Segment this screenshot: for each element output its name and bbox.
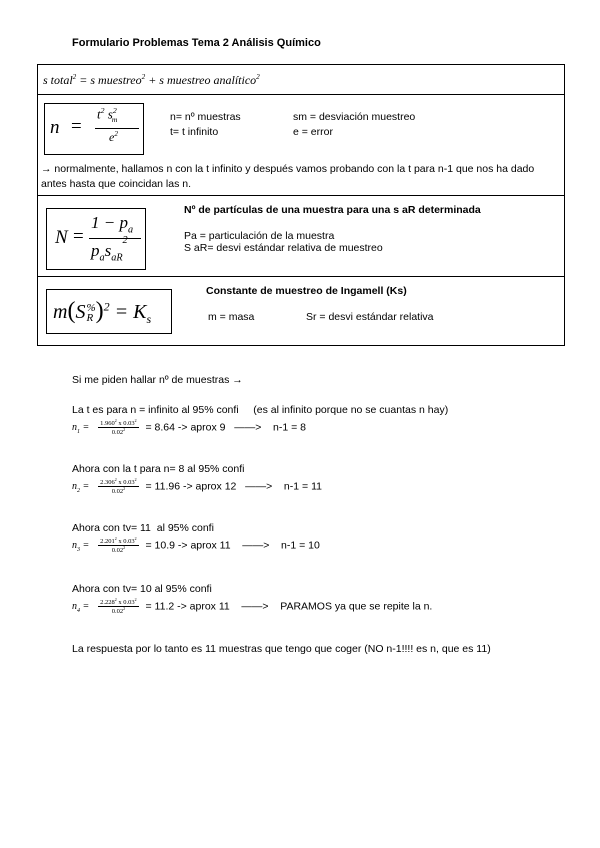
step2-num2-exp: 2 — [134, 478, 137, 482]
step3-den-exp: 2 — [123, 546, 126, 551]
n-denominator — [109, 130, 118, 145]
step4-text: Ahora con tv= 10 al 95% confi — [72, 583, 212, 595]
N-den-s: s — [104, 241, 112, 260]
ks-formula-frame — [46, 289, 172, 334]
step1-num2: x 0.03 — [118, 420, 135, 428]
step4-den-exp: 2 — [123, 607, 126, 612]
n-equals: = — [71, 116, 82, 137]
step4-num2-exp: 2 — [134, 598, 137, 602]
step3-fraction — [98, 537, 138, 554]
step3-result: = 10.9 -> aprox 11 ——> n-1 = 10 — [145, 539, 320, 552]
step1-num-exp: 2 — [114, 419, 117, 423]
formula-box-n — [37, 94, 565, 197]
step4-calc: $n_4$ = $\frac{2.228^2 x 0.03^2}{0.02^2}$ = 11.2 -> aprox 11 ——> PARAMOS ya que se repite la n. — [72, 598, 433, 616]
stotal-exp3: 2 — [256, 73, 260, 81]
step1-fraction — [98, 419, 138, 436]
t-def: t= t infinito — [170, 126, 219, 138]
ks-exp: 2 — [103, 299, 110, 314]
stotal-exp2: 2 — [141, 73, 146, 81]
n-fraction-line — [95, 128, 139, 129]
n-s-exp: 2 — [112, 106, 117, 115]
formula-box-ks — [37, 276, 565, 346]
step1-label: n — [72, 422, 77, 434]
n-symbol: n — [50, 117, 60, 138]
step1-calc: $n_1$ = $\frac{1.960^2 x 0.03^2}{0.02^2}$ = 8.64 -> aprox 9 ——> n-1 = 8 — [72, 419, 307, 437]
n-numerator — [97, 106, 117, 124]
step3-num2: x 0.03 — [118, 538, 135, 546]
step4-den: 0.02 — [111, 608, 124, 616]
step1-sub: 1 — [77, 429, 80, 436]
N-denominator — [91, 235, 128, 264]
stotal-muestreo: = s muestreo — [76, 73, 142, 87]
page-title: Formulario Problemas Tema 2 Análisis Químico — [72, 37, 321, 49]
conclusion: La respuesta por lo tanto es 11 muestras que tengo que coger (NO n-1!!!! es n, que es 11) — [72, 643, 491, 655]
N-den-p-sub: a — [99, 252, 105, 264]
step4-num2: x 0.03 — [118, 599, 135, 607]
N-heading: Nº de partículas de una muestra para una s aR determinada — [184, 204, 481, 216]
pa-def: Pa = particulación de la muestra — [184, 230, 335, 242]
step2-text: Ahora con la t para n= 8 al 95% confi — [72, 463, 245, 475]
step4-result: = 11.2 -> aprox 11 ——> PARAMOS ya que se repite la n. — [145, 600, 433, 613]
N-numerator — [91, 213, 133, 235]
step1-num2-exp: 2 — [134, 419, 137, 423]
step4-label: n — [72, 601, 77, 613]
n-formula-frame — [44, 103, 144, 155]
step2-sub: 2 — [77, 488, 80, 495]
step2-num: 2.306 — [100, 479, 115, 487]
N-den-s-sub: aR — [111, 252, 123, 264]
step1-den-exp: 2 — [123, 428, 126, 433]
N-formula-frame — [46, 208, 146, 270]
N-symbol: N — [55, 227, 68, 248]
step3-text: Ahora con tv= 11 al 95% confi — [72, 522, 214, 534]
ks-S: S — [75, 301, 86, 323]
n-note: → normalmente, hallamos n con la t infinito y después vamos probando con la t para n-1 que nos ha dado antes hasta que coincidan las n. — [41, 163, 535, 190]
step2-fraction — [98, 478, 138, 495]
stotal-formula — [43, 73, 260, 88]
step4-sub: 4 — [77, 608, 80, 615]
stotal-lhs: s total — [43, 73, 73, 87]
n-def: n= nº muestras — [170, 111, 241, 123]
N-fraction-line — [89, 238, 141, 239]
step2-label: n — [72, 481, 77, 493]
step2-den: 0.02 — [111, 488, 124, 496]
step3-num-exp: 2 — [114, 537, 117, 541]
step2-num2: x 0.03 — [118, 479, 135, 487]
ks-eq: = K — [114, 301, 147, 323]
formula-box-stotal — [37, 64, 565, 96]
ks-K-sub: s — [146, 312, 152, 326]
step4-num: 2.228 — [100, 599, 115, 607]
N-num-sub: a — [127, 224, 134, 236]
step2-den-exp: 2 — [123, 487, 126, 492]
n-s: s — [107, 106, 113, 122]
N-num: 1 − p — [91, 213, 128, 232]
step3-calc: $n_3$ = $\frac{2.201^2 x 0.03^2}{0.02^2}$ = 10.9 -> aprox 11 ——> n-1 = 10 — [72, 537, 320, 555]
ks-S-sub: R — [86, 312, 94, 325]
stotal-exp1: 2 — [72, 73, 77, 81]
step3-label: n — [72, 540, 77, 552]
step2-num-exp: 2 — [114, 478, 117, 482]
step4-num-exp: 2 — [114, 598, 117, 602]
ks-m: m — [53, 301, 68, 323]
step3-num2-exp: 2 — [134, 537, 137, 541]
step3-num: 2.201 — [100, 538, 115, 546]
N-den-exp: 2 — [122, 235, 128, 247]
step4-fraction — [98, 598, 138, 615]
sm-def: sm = desviación muestreo — [293, 111, 416, 123]
N-den-p: p — [91, 241, 100, 260]
problem-intro: Si me piden hallar nº de muestras → — [72, 374, 243, 386]
step3-sub: 3 — [77, 547, 80, 554]
N-equals: = — [73, 226, 84, 247]
step2-calc: $n_2$ = $\frac{2.306^2 x 0.03^2}{0.02^2}$ = 11.96 -> aprox 12 ——> n-1 = 11 — [72, 478, 322, 496]
stotal-analitico: + s muestreo analítico — [145, 73, 257, 87]
step1-den: 0.02 — [111, 429, 124, 437]
step1-text: La t es para n = infinito al 95% confi (es al infinito porque no se cuantas n hay) — [72, 404, 449, 416]
sr-def: Sr = desvi estándar relativa — [306, 311, 434, 323]
n-s-sub: m — [111, 114, 118, 124]
m-def: m = masa — [208, 311, 255, 323]
n-t-exp: 2 — [100, 106, 105, 115]
n-e-exp: 2 — [114, 130, 118, 138]
n-e: e — [109, 130, 115, 144]
ks-heading: Constante de muestreo de Ingamell (Ks) — [206, 285, 407, 297]
step2-result: = 11.96 -> aprox 12 ——> n-1 = 11 — [145, 480, 322, 493]
formula-box-N — [37, 195, 565, 278]
e-def: e = error — [293, 126, 333, 138]
step1-result: = 8.64 -> aprox 9 ——> n-1 = 8 — [145, 421, 307, 434]
n-t: t — [97, 106, 101, 122]
ks-formula: m(S % R )$^2 = K_s$ — [53, 298, 152, 326]
ks-S-sup: % — [86, 302, 96, 315]
step3-den: 0.02 — [111, 547, 124, 555]
sar-def: S aR= desvi estándar relativa de muestreo — [184, 242, 383, 254]
step1-num: 1.960 — [100, 420, 115, 428]
